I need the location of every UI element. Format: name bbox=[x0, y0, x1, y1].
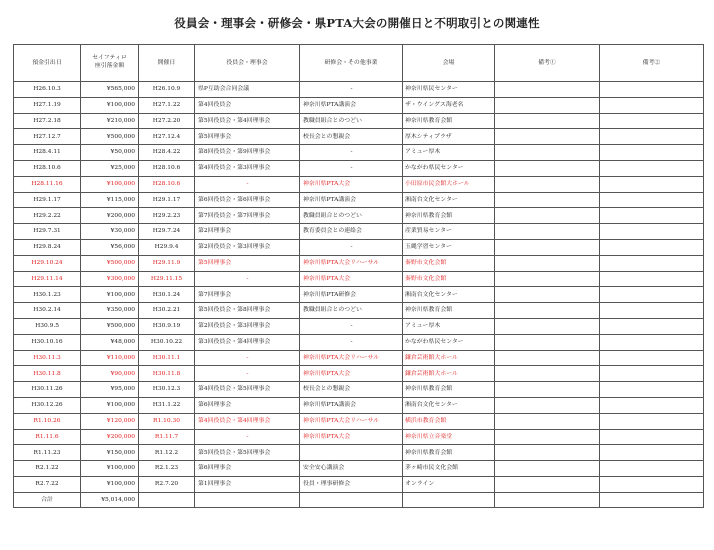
withdraw-date-cell: H29.11.14 bbox=[14, 271, 81, 287]
note-2-cell bbox=[600, 208, 704, 224]
training-cell: 教育委員会との連絡会 bbox=[300, 224, 403, 240]
note-1-cell bbox=[495, 397, 600, 413]
amount-cell: ¥500,000 bbox=[81, 255, 139, 271]
training-cell: - bbox=[300, 334, 403, 350]
header-amount bbox=[81, 45, 139, 82]
table-row bbox=[14, 445, 704, 461]
amount-cell: ¥48,000 bbox=[81, 334, 139, 350]
venue-cell: 神奈川県民センター bbox=[403, 82, 495, 98]
withdraw-date-cell: H29.2.22 bbox=[14, 208, 81, 224]
event-date-cell: H30.10.22 bbox=[139, 334, 195, 350]
table-row bbox=[14, 413, 704, 429]
training-cell: 神奈川県PTA講演会 bbox=[300, 192, 403, 208]
event-date-cell: H30.12.3 bbox=[139, 382, 195, 398]
note-1-cell bbox=[495, 82, 600, 98]
header-board-meeting: 役員会・理事会 bbox=[195, 45, 300, 82]
empty-cell bbox=[195, 492, 300, 507]
note-1-cell bbox=[495, 476, 600, 492]
venue-cell: かながわ県民センター bbox=[403, 334, 495, 350]
table-row bbox=[14, 382, 704, 398]
header-note-1: 備考① bbox=[495, 45, 600, 82]
withdraw-date-cell: H30.11.8 bbox=[14, 366, 81, 382]
note-1-cell bbox=[495, 255, 600, 271]
training-cell: 校長会との懇親会 bbox=[300, 129, 403, 145]
training-cell: 神奈川県PTA大会リハーサル bbox=[300, 255, 403, 271]
note-2-cell bbox=[600, 413, 704, 429]
note-1-cell bbox=[495, 145, 600, 161]
amount-cell: ¥30,000 bbox=[81, 224, 139, 240]
board-meeting-cell: - bbox=[195, 429, 300, 445]
venue-cell: 神奈川県教育会館 bbox=[403, 445, 495, 461]
training-cell: 神奈川県PTA大会 bbox=[300, 366, 403, 382]
venue-cell: アミュー厚木 bbox=[403, 318, 495, 334]
total-row bbox=[14, 492, 704, 507]
note-1-cell bbox=[495, 318, 600, 334]
table-row bbox=[14, 271, 704, 287]
event-date-cell: H30.1.24 bbox=[139, 287, 195, 303]
training-cell: 神奈川県PTA大会 bbox=[300, 176, 403, 192]
amount-cell: ¥200,000 bbox=[81, 429, 139, 445]
withdraw-date-cell: H27.1.19 bbox=[14, 97, 81, 113]
header-amount-line-2: 座引落金額 bbox=[94, 63, 125, 69]
board-meeting-cell: 第8回役員会・第9回理事会 bbox=[195, 145, 300, 161]
table-row bbox=[14, 318, 704, 334]
note-2-cell bbox=[600, 303, 704, 319]
table-row bbox=[14, 82, 704, 98]
training-cell: 教職員組合とのつどい bbox=[300, 113, 403, 129]
note-1-cell bbox=[495, 334, 600, 350]
venue-cell: かながわ県民センター bbox=[403, 160, 495, 176]
event-date-cell: H29.1.17 bbox=[139, 192, 195, 208]
venue-cell: 神奈川県教育会館 bbox=[403, 382, 495, 398]
note-1-cell bbox=[495, 461, 600, 477]
board-meeting-cell: 第7回理事会 bbox=[195, 287, 300, 303]
table-row bbox=[14, 397, 704, 413]
note-2-cell bbox=[600, 382, 704, 398]
board-meeting-cell: 第1回理事会 bbox=[195, 476, 300, 492]
withdraw-date-cell: R2.1.22 bbox=[14, 461, 81, 477]
note-2-cell bbox=[600, 113, 704, 129]
withdraw-date-cell: H30.12.26 bbox=[14, 397, 81, 413]
empty-cell bbox=[300, 492, 403, 507]
amount-cell: ¥50,000 bbox=[81, 145, 139, 161]
board-meeting-cell: 県P互助会合同会議 bbox=[195, 82, 300, 98]
note-2-cell bbox=[600, 160, 704, 176]
withdraw-date-cell: H27.12.7 bbox=[14, 129, 81, 145]
withdraw-date-cell: R1.11.23 bbox=[14, 445, 81, 461]
note-2-cell bbox=[600, 397, 704, 413]
empty-cell bbox=[139, 492, 195, 507]
venue-cell: 厚木シティプラザ bbox=[403, 129, 495, 145]
amount-cell: ¥565,000 bbox=[81, 82, 139, 98]
note-1-cell bbox=[495, 192, 600, 208]
header-row bbox=[14, 45, 704, 82]
training-cell: 教職員組合とのつどい bbox=[300, 303, 403, 319]
note-2-cell bbox=[600, 129, 704, 145]
note-1-cell bbox=[495, 113, 600, 129]
table-row bbox=[14, 461, 704, 477]
note-2-cell bbox=[600, 334, 704, 350]
event-date-cell: R2.1.23 bbox=[139, 461, 195, 477]
board-meeting-cell: 第2回理事会 bbox=[195, 224, 300, 240]
note-2-cell bbox=[600, 318, 704, 334]
event-date-cell: R2.7.20 bbox=[139, 476, 195, 492]
event-date-cell: H30.2.21 bbox=[139, 303, 195, 319]
table-row bbox=[14, 239, 704, 255]
withdraw-date-cell: H29.8.24 bbox=[14, 239, 81, 255]
event-date-cell: R1.11.7 bbox=[139, 429, 195, 445]
venue-cell: 秦野市文化会館 bbox=[403, 271, 495, 287]
training-cell: 神奈川県PTA研修会 bbox=[300, 287, 403, 303]
training-cell: - bbox=[300, 160, 403, 176]
withdraw-date-cell: H30.1.23 bbox=[14, 287, 81, 303]
note-1-cell bbox=[495, 271, 600, 287]
page-title: 役員会・理事会・研修会・県PTA大会の開催日と不明取引との関連性 bbox=[174, 16, 540, 30]
note-2-cell bbox=[600, 255, 704, 271]
withdraw-date-cell: H30.9.5 bbox=[14, 318, 81, 334]
note-2-cell bbox=[600, 239, 704, 255]
event-date-cell: H30.11.8 bbox=[139, 366, 195, 382]
note-1-cell bbox=[495, 97, 600, 113]
table-row bbox=[14, 129, 704, 145]
training-cell: 神奈川県PTA大会 bbox=[300, 271, 403, 287]
withdraw-date-cell: H30.10.16 bbox=[14, 334, 81, 350]
note-2-cell bbox=[600, 192, 704, 208]
table-row bbox=[14, 366, 704, 382]
event-date-cell: H27.2.20 bbox=[139, 113, 195, 129]
training-cell: - bbox=[300, 239, 403, 255]
note-1-cell bbox=[495, 413, 600, 429]
venue-cell: 産業貿易センター bbox=[403, 224, 495, 240]
venue-cell: ザ・ウイングス海老名 bbox=[403, 97, 495, 113]
note-2-cell bbox=[600, 429, 704, 445]
board-meeting-cell: 第5回役員会・第4回理事会 bbox=[195, 113, 300, 129]
amount-cell: ¥350,000 bbox=[81, 303, 139, 319]
training-cell: 役員・理事研修会 bbox=[300, 476, 403, 492]
transactions-table bbox=[13, 44, 704, 508]
event-date-cell: H29.11.9 bbox=[139, 255, 195, 271]
table-row bbox=[14, 476, 704, 492]
note-2-cell bbox=[600, 350, 704, 366]
withdraw-date-cell: R1.10.26 bbox=[14, 413, 81, 429]
training-cell: - bbox=[300, 82, 403, 98]
empty-cell bbox=[600, 492, 704, 507]
table-row bbox=[14, 145, 704, 161]
amount-cell: ¥100,000 bbox=[81, 97, 139, 113]
event-date-cell: H28.10.6 bbox=[139, 160, 195, 176]
board-meeting-cell: 第4回役員会・第5回理事会 bbox=[195, 382, 300, 398]
note-2-cell bbox=[600, 461, 704, 477]
table-row bbox=[14, 208, 704, 224]
training-cell: 神奈川県PTA大会リハーサル bbox=[300, 413, 403, 429]
training-cell: 神奈川県PTA講演会 bbox=[300, 397, 403, 413]
amount-cell: ¥25,000 bbox=[81, 160, 139, 176]
note-1-cell bbox=[495, 382, 600, 398]
venue-cell: 鎌倉芸術館大ホール bbox=[403, 350, 495, 366]
withdraw-date-cell: R2.7.22 bbox=[14, 476, 81, 492]
amount-cell: ¥120,000 bbox=[81, 413, 139, 429]
event-date-cell: H27.1.22 bbox=[139, 97, 195, 113]
note-1-cell bbox=[495, 239, 600, 255]
board-meeting-cell: 第6回理事会 bbox=[195, 397, 300, 413]
withdraw-date-cell: R1.11.6 bbox=[14, 429, 81, 445]
note-2-cell bbox=[600, 82, 704, 98]
note-2-cell bbox=[600, 445, 704, 461]
event-date-cell: H29.7.24 bbox=[139, 224, 195, 240]
amount-cell: ¥110,000 bbox=[81, 350, 139, 366]
withdraw-date-cell: H29.7.31 bbox=[14, 224, 81, 240]
note-2-cell bbox=[600, 366, 704, 382]
header-withdraw-date: 預金引出日 bbox=[14, 45, 81, 82]
board-meeting-cell: 第5回役員会・第8回理事会 bbox=[195, 303, 300, 319]
event-date-cell: H30.9.19 bbox=[139, 318, 195, 334]
table-row bbox=[14, 192, 704, 208]
header-note-2: 備考② bbox=[600, 45, 704, 82]
note-1-cell bbox=[495, 129, 600, 145]
venue-cell: 鎌倉芸術館大ホール bbox=[403, 366, 495, 382]
board-meeting-cell: - bbox=[195, 366, 300, 382]
board-meeting-cell: - bbox=[195, 350, 300, 366]
note-1-cell bbox=[495, 176, 600, 192]
withdraw-date-cell: H27.2.18 bbox=[14, 113, 81, 129]
amount-cell: ¥56,000 bbox=[81, 239, 139, 255]
table-row bbox=[14, 176, 704, 192]
board-meeting-cell: 第7回役員会・第7回理事会 bbox=[195, 208, 300, 224]
venue-cell: 神奈川県教育会館 bbox=[403, 208, 495, 224]
table-row bbox=[14, 350, 704, 366]
withdraw-date-cell: H30.11.26 bbox=[14, 382, 81, 398]
event-date-cell: H29.2.23 bbox=[139, 208, 195, 224]
note-2-cell bbox=[600, 476, 704, 492]
note-1-cell bbox=[495, 445, 600, 461]
venue-cell: 湘南台文化センター bbox=[403, 397, 495, 413]
event-date-cell: H31.1.22 bbox=[139, 397, 195, 413]
training-cell: 安全安心講演会 bbox=[300, 461, 403, 477]
training-cell: 教職員組合とのつどい bbox=[300, 208, 403, 224]
amount-cell: ¥100,000 bbox=[81, 461, 139, 477]
withdraw-date-cell: H29.10.24 bbox=[14, 255, 81, 271]
board-meeting-cell: 第5回理事会 bbox=[195, 129, 300, 145]
amount-cell: ¥100,000 bbox=[81, 476, 139, 492]
note-2-cell bbox=[600, 145, 704, 161]
header-training: 研修会・その他事業 bbox=[300, 45, 403, 82]
venue-cell: オンライン bbox=[403, 476, 495, 492]
withdraw-date-cell: H28.11.16 bbox=[14, 176, 81, 192]
training-cell: - bbox=[300, 145, 403, 161]
note-1-cell bbox=[495, 350, 600, 366]
note-1-cell bbox=[495, 160, 600, 176]
training-cell bbox=[300, 445, 403, 461]
venue-cell: 湘南台文化センター bbox=[403, 287, 495, 303]
board-meeting-cell: 第6回役員会・第6回理事会 bbox=[195, 192, 300, 208]
amount-cell: ¥210,000 bbox=[81, 113, 139, 129]
withdraw-date-cell: H28.10.6 bbox=[14, 160, 81, 176]
event-date-cell: H28.10.6 bbox=[139, 176, 195, 192]
note-1-cell bbox=[495, 429, 600, 445]
event-date-cell: H30.11.1 bbox=[139, 350, 195, 366]
amount-cell: ¥115,000 bbox=[81, 192, 139, 208]
training-cell: 神奈川県PTA講演会 bbox=[300, 97, 403, 113]
withdraw-date-cell: H29.1.17 bbox=[14, 192, 81, 208]
amount-cell: ¥150,000 bbox=[81, 445, 139, 461]
event-date-cell: H29.11.15 bbox=[139, 271, 195, 287]
table-row bbox=[14, 160, 704, 176]
event-date-cell: H29.9.4 bbox=[139, 239, 195, 255]
venue-cell: 湘南台文化センター bbox=[403, 192, 495, 208]
amount-cell: ¥500,000 bbox=[81, 129, 139, 145]
note-1-cell bbox=[495, 224, 600, 240]
withdraw-date-cell: H30.2.14 bbox=[14, 303, 81, 319]
venue-cell: 茅ヶ崎市民文化会館 bbox=[403, 461, 495, 477]
amount-cell: ¥300,000 bbox=[81, 271, 139, 287]
board-meeting-cell: 第2回役員会・第3回理事会 bbox=[195, 239, 300, 255]
note-1-cell bbox=[495, 303, 600, 319]
withdraw-date-cell: H30.11.3 bbox=[14, 350, 81, 366]
table-row bbox=[14, 303, 704, 319]
total-label: 合計 bbox=[14, 492, 81, 507]
event-date-cell: R1.12.2 bbox=[139, 445, 195, 461]
training-cell: - bbox=[300, 318, 403, 334]
table-row bbox=[14, 287, 704, 303]
event-date-cell: H27.12.4 bbox=[139, 129, 195, 145]
table-row bbox=[14, 224, 704, 240]
note-1-cell bbox=[495, 208, 600, 224]
training-cell: 神奈川県PTA大会リハーサル bbox=[300, 350, 403, 366]
board-meeting-cell: 第6回理事会 bbox=[195, 461, 300, 477]
board-meeting-cell: 第2回役員会・第3回理事会 bbox=[195, 318, 300, 334]
venue-cell: 横浜市教育会館 bbox=[403, 413, 495, 429]
table-row bbox=[14, 255, 704, 271]
header-amount-line-1: セイフティロ bbox=[92, 55, 127, 62]
event-date-cell: R1.10.30 bbox=[139, 413, 195, 429]
header-venue: 会場 bbox=[403, 45, 495, 82]
header-event-date: 開催日 bbox=[139, 45, 195, 82]
event-date-cell: H26.10.9 bbox=[139, 82, 195, 98]
board-meeting-cell: 第5回理事会 bbox=[195, 255, 300, 271]
table-row bbox=[14, 334, 704, 350]
board-meeting-cell: 第4回役員会 bbox=[195, 97, 300, 113]
amount-cell: ¥500,000 bbox=[81, 318, 139, 334]
board-meeting-cell: 第4回役員会・第4回理事会 bbox=[195, 413, 300, 429]
note-1-cell bbox=[495, 366, 600, 382]
amount-cell: ¥90,000 bbox=[81, 366, 139, 382]
board-meeting-cell: - bbox=[195, 271, 300, 287]
amount-cell: ¥200,000 bbox=[81, 208, 139, 224]
amount-cell: ¥100,000 bbox=[81, 176, 139, 192]
total-amount: ¥5,014,000 bbox=[81, 492, 139, 507]
table-row bbox=[14, 429, 704, 445]
amount-cell: ¥100,000 bbox=[81, 287, 139, 303]
venue-cell: 神奈川県教育会館 bbox=[403, 303, 495, 319]
empty-cell bbox=[403, 492, 495, 507]
board-meeting-cell: 第3回役員会・第4回理事会 bbox=[195, 334, 300, 350]
note-1-cell bbox=[495, 287, 600, 303]
amount-cell: ¥100,000 bbox=[81, 397, 139, 413]
venue-cell: 小田原市民会館大ホール bbox=[403, 176, 495, 192]
training-cell: 神奈川県PTA大会 bbox=[300, 429, 403, 445]
note-2-cell bbox=[600, 176, 704, 192]
board-meeting-cell: - bbox=[195, 176, 300, 192]
amount-cell: ¥95,000 bbox=[81, 382, 139, 398]
training-cell: 校長会との懇親会 bbox=[300, 382, 403, 398]
venue-cell: 神奈川県教育会館 bbox=[403, 113, 495, 129]
venue-cell: 秦野市文化会館 bbox=[403, 255, 495, 271]
note-2-cell bbox=[600, 271, 704, 287]
venue-cell: アミュー厚木 bbox=[403, 145, 495, 161]
note-2-cell bbox=[600, 97, 704, 113]
event-date-cell: H28.4.22 bbox=[139, 145, 195, 161]
withdraw-date-cell: H26.10.3 bbox=[14, 82, 81, 98]
venue-cell: 神奈川県立音楽堂 bbox=[403, 429, 495, 445]
board-meeting-cell: 第5回役員会・第5回理事会 bbox=[195, 445, 300, 461]
table-row bbox=[14, 97, 704, 113]
empty-cell bbox=[495, 492, 600, 507]
note-2-cell bbox=[600, 224, 704, 240]
board-meeting-cell: 第4回役員会・第3回理事会 bbox=[195, 160, 300, 176]
note-2-cell bbox=[600, 287, 704, 303]
venue-cell: 玉縄学習センター bbox=[403, 239, 495, 255]
withdraw-date-cell: H28.4.11 bbox=[14, 145, 81, 161]
table-row bbox=[14, 113, 704, 129]
